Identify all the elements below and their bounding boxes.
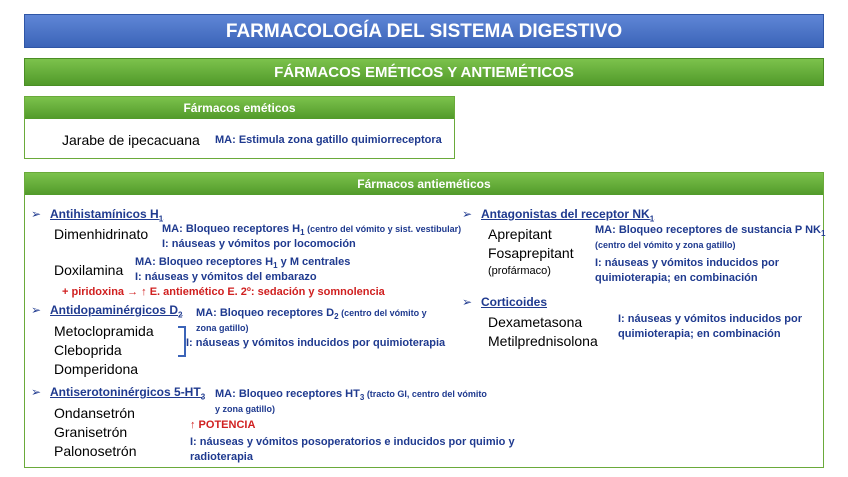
category-subscript: 2 (178, 310, 183, 320)
dimen-ma (162, 223, 461, 237)
sero-ma (215, 388, 487, 402)
dopa-indication: I: náuseas y vómitos inducidos por quimioterapia (186, 337, 446, 349)
drug-cleboprida: Cleboprida (54, 342, 122, 358)
bullet-arrow-icon: ➢ (31, 385, 42, 399)
fosaprepitant-note: (profármaco) (488, 265, 551, 277)
antiemeticos-header: Fármacos antieméticos (25, 173, 823, 195)
ma-text: MA: Bloqueo receptores H (162, 223, 301, 235)
page-title: FARMACOLOGÍA DEL SISTEMA DIGESTIVO (24, 14, 824, 48)
nk1-ma (595, 224, 825, 238)
ma-subscript: 1 (300, 228, 305, 238)
drug-domperidona: Domperidona (54, 361, 139, 377)
ma-note: (centro del vómito y (338, 308, 427, 318)
drug-ondansetron: Ondansetrón (54, 405, 135, 421)
category-name: Antihistamínicos H (50, 207, 159, 221)
doxil-ma (135, 256, 350, 270)
bullet-arrow-icon: ➢ (462, 295, 473, 309)
nk1-ma-note: (centro del vómito y zona gatillo) (595, 240, 736, 250)
ma-subscript: 3 (359, 393, 365, 403)
category-antidopaminergicos (50, 303, 182, 319)
category-antihistaminicos (50, 207, 163, 223)
dimen-indication: I: náuseas y vómitos por locomoción (162, 238, 356, 250)
drug-palonosetron: Palonosetrón (54, 443, 137, 459)
sero-indication: I: náuseas y vómitos posoperatorios e inducidos por quimio y (190, 436, 515, 448)
category-subscript: 1 (649, 214, 655, 224)
drug-metilprednisolona: Metilprednisolona (488, 333, 598, 349)
dopa-ma (196, 307, 427, 321)
sero-ma-note2: y zona gatillo) (215, 404, 276, 414)
drug-aprepitant: Aprepitant (488, 226, 552, 242)
drug-fosaprepitant: Fosaprepitant (488, 245, 574, 261)
page-subtitle: FÁRMACOS EMÉTICOS Y ANTIEMÉTICOS (24, 58, 824, 86)
doxil-indication: I: náuseas y vómitos del embarazo (135, 271, 317, 283)
ma-note: (centro del vómito y sist. vestibular) (304, 224, 462, 234)
category-antiserotoninergicos (50, 385, 205, 401)
ma-text: MA: Bloqueo receptores D (196, 307, 335, 319)
emeticos-box (24, 96, 455, 159)
category-name: Antidopaminérgicos D (50, 303, 179, 317)
nk1-indication: I: náuseas y vómitos inducidos por (595, 257, 779, 269)
drug-granisetron: Granisetrón (54, 424, 128, 440)
dopa-ma-note2: zona gatillo) (196, 323, 249, 333)
nk1-indication-2: quimioterapia; en combinación (595, 272, 758, 284)
ma-text: MA: Bloqueo receptores HT (215, 388, 360, 400)
sero-indication-2: radioterapia (190, 451, 253, 463)
emeticos-header: Fármacos eméticos (25, 97, 454, 119)
ma-subscript: 1 (820, 229, 826, 239)
ma-text: MA: Bloqueo receptores de sustancia P NK (595, 224, 821, 236)
bullet-arrow-icon: ➢ (31, 207, 42, 221)
emetico-ma: MA: Estimula zona gatillo quimiorreceptora (215, 134, 442, 146)
category-nk1 (481, 207, 654, 223)
emetico-drug: Jarabe de ipecacuana (62, 132, 200, 148)
drug-dexametasona: Dexametasona (488, 314, 583, 330)
cortico-indication: I: náuseas y vómitos inducidos por (618, 313, 802, 325)
doxil-side-effects: + piridoxina → ↑ E. antiemético E. 2º: sedación y somnolencia (62, 286, 385, 298)
bullet-arrow-icon: ➢ (31, 303, 42, 317)
cortico-indication-2: quimioterapia; en combinación (618, 328, 781, 340)
drug-group-bracket (178, 326, 186, 357)
drug-doxilamina: Doxilamina (54, 262, 124, 278)
bullet-arrow-icon: ➢ (462, 207, 473, 221)
category-name: Antiserotoninérgicos 5-HT (50, 385, 201, 399)
ma-note: (tracto GI, centro del vómito (364, 389, 487, 399)
sero-potencia: ↑ POTENCIA (190, 419, 256, 431)
ma-tail: y M centrales (277, 256, 351, 268)
drug-dimenhidrinato: Dimenhidrinato (54, 226, 149, 242)
ma-text: MA: Bloqueo receptores H (135, 256, 274, 268)
drug-metoclopramida: Metoclopramida (54, 323, 154, 339)
category-corticoides: Corticoides (481, 295, 548, 309)
ma-subscript: 2 (334, 312, 339, 322)
ma-subscript: 1 (273, 261, 278, 271)
category-name: Antagonistas del receptor NK (481, 207, 650, 221)
category-subscript: 1 (158, 214, 164, 224)
category-subscript: 3 (200, 392, 206, 402)
